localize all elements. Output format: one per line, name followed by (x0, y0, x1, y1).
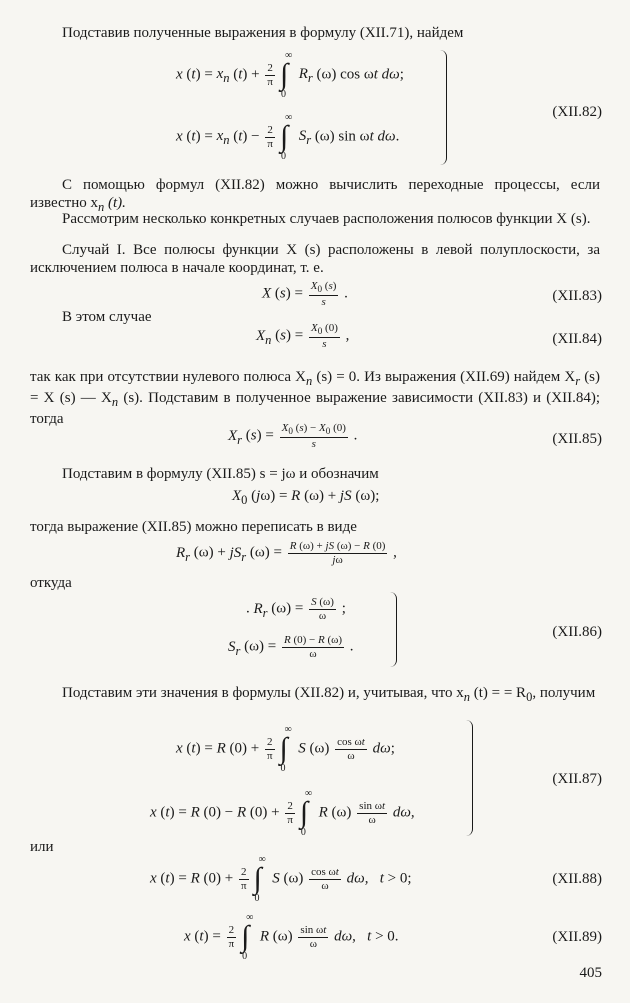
paragraph-inthiscase: В этом случае (62, 309, 152, 325)
paragraph-substitute: Подставим в формулу (XII.85) s = jω и обозначим (62, 466, 379, 482)
equation-number-89: (XII.89) (552, 929, 602, 945)
paragraph-case1: Случай I. Все полюсы функции X (s) расположены в левой полуплоскости, за исключением полюса в начале координат, т. е. (30, 242, 600, 276)
equation-number-87: (XII.87) (552, 771, 602, 787)
equation-rr-sr: $R_r$ $(\omega) + jS_r$ (ω) = $\frac{R (\omega) + jS (\omega) - R (0)}{j\omega}$ , (176, 540, 397, 566)
paragraph-whence: откуда (30, 575, 72, 591)
equation-number-85: (XII.85) (552, 431, 602, 447)
paragraph-substitute2: Подставим эти значения в формулы (XII.82) и, учитывая, что $x_n$ (t) = = $R_0$, получим (62, 685, 596, 704)
paragraph-after82: С помощью формул (XII.82) можно вычислить переходные процессы, если известно $x_n$ (t). (30, 177, 600, 214)
equation-86b: $S_r$ (ω) = $\frac{R (0) - R (\omega)}{\omega}$ . (228, 634, 354, 660)
equation-number-88: (XII.88) (552, 871, 602, 887)
equation-87a: x (t) = R (0) + $\frac{2}{\pi}$ ∞ ∫ 0 S (ω) $\frac{\text{cos ωt}}{\omega}$ dω; (176, 724, 395, 774)
equation-87b: x (t) = R (0) − R (0) + $\frac{2}{\pi}$ ∞ ∫ 0 R (ω) $\frac{\text{sin ωt}}{\omega}$ dω, (150, 788, 415, 838)
equation-x0: $X_0$ (jω) = R (ω) + jS (ω); (232, 488, 380, 507)
equation-89: x (t) = $\frac{2}{\pi}$ ∞ ∫ 0 R (ω) $\frac{\text{sin ωt}}{\omega}$ dω, t > 0. (184, 912, 399, 962)
equation-number-86: (XII.86) (552, 624, 602, 640)
equation-88: x (t) = R (0) + $\frac{2}{\pi}$ ∞ ∫ 0 S (ω) $\frac{\text{cos ωt}}{\omega}$ dω, t > 0; (150, 854, 412, 904)
brace-87 (466, 720, 473, 836)
paragraph-since: так как при отсутствии нулевого полюса $X_n$ (s) = 0. Из выражения (XII.69) найдем $X_r$ (s) = X (s) — $X_n$ (s). Подставим в полученное выражение зависимости (XII.83) и (XII.84); тогда (30, 369, 601, 427)
brace-86 (390, 592, 397, 667)
equation-84: $X_n$ (s) = $\frac{X_0 (0)}{s}$ , (256, 322, 350, 350)
equation-number-83: (XII.83) (552, 288, 602, 304)
paragraph-then: тогда выражение (XII.85) можно переписать в виде (30, 519, 357, 535)
paragraph-intro: Подставив полученные выражения в формулу (XII.71), найдем (62, 25, 464, 41)
page-number: 405 (579, 965, 602, 981)
equation-number-82: (XII.82) (552, 104, 602, 120)
paragraph-consider: Рассмотрим несколько конкретных случаев расположения полюсов функции X (s). (62, 211, 591, 227)
brace-82 (440, 50, 447, 165)
equation-82a: x $(t) = x_n$ (t) + $\frac{2}{\pi}$ ∞ ∫ 0 $R_r$ (ω) cos ωt dω; (176, 50, 404, 100)
equation-82b: x $(t) = x_n$ (t) − $\frac{2}{\pi}$ ∞ ∫ 0 $S_r$ (ω) sin ωt dω. (176, 112, 400, 162)
equation-85: $X_r$ (s) = $\frac{X_0 (s) - X_0 (0)}{s}$ . (228, 422, 358, 450)
equation-number-84: (XII.84) (552, 331, 602, 347)
paragraph-or: или (30, 839, 54, 855)
equation-83: X (s) = $\frac{X_0 (s)}{s}$ . (262, 280, 348, 308)
equation-86a: . $R_r$ (ω) = $\frac{S (\omega)}{\omega}$ ; (246, 596, 346, 622)
